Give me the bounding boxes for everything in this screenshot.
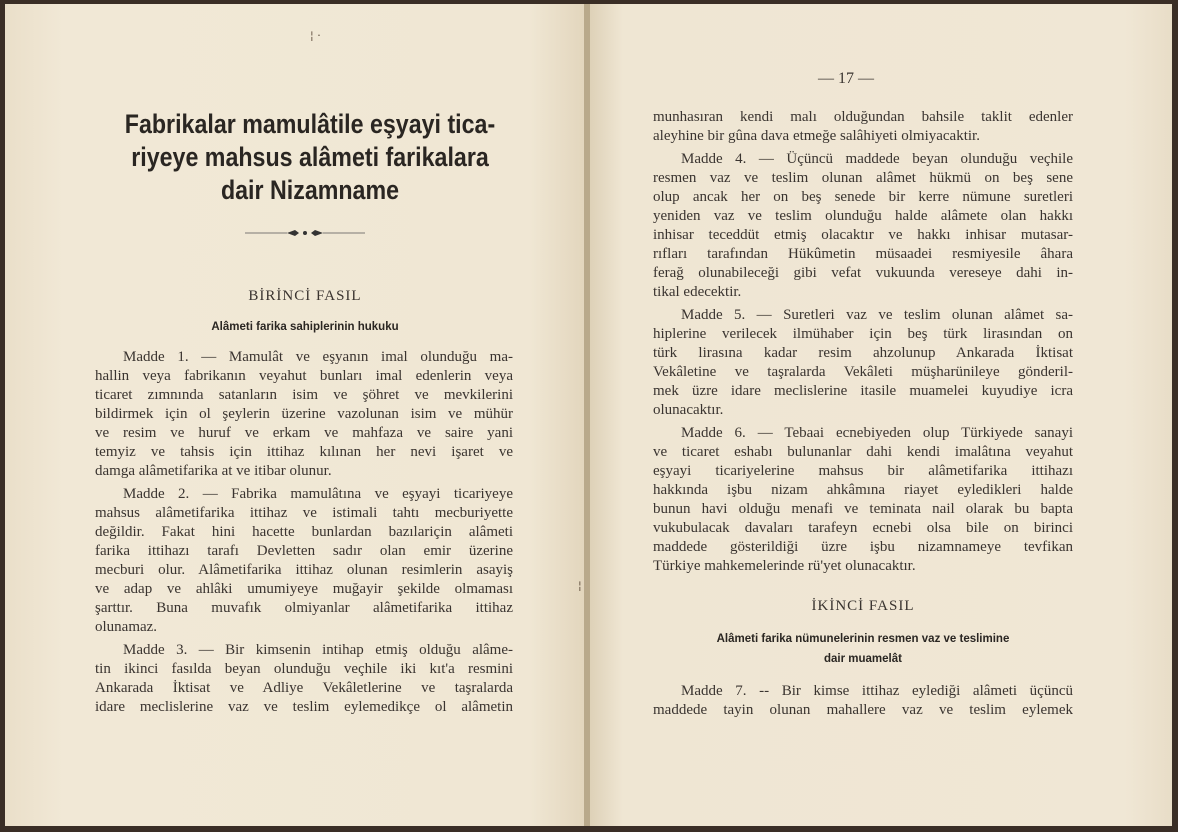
text-line: mahsus alâmetifarika ittihaz ve istimali tahtı mecburiyette <box>95 505 513 521</box>
title-line: riyeye mahsus alâmeti farikalara <box>131 142 489 172</box>
text-line: ve adap ve ahlâki umumiyeye muğayir şekilde olmaması <box>95 581 513 597</box>
title-line: dair Nizamname <box>220 175 400 205</box>
text-line: türk lirasına kadar resim ahzolunup Ankarada İktisat <box>653 345 1073 361</box>
text-line: Türkiye mahkemelerinde rü'yet olunacaktır. <box>653 558 916 574</box>
book-gutter <box>584 4 590 826</box>
text-line: farika ittihazı tarafı Devletten sadır olan emir üzerine <box>95 543 513 559</box>
text-line: idare meclislerine vaz ve teslim eylemedikçe ol alâmetin <box>95 699 513 715</box>
text-line: maddede gösterildiği üzre işbu nizamnameye tevfikan <box>653 539 1073 555</box>
chapter-heading: BİRİNCİ FASIL <box>248 288 362 304</box>
section-heading-line: dair muamelât <box>824 653 902 665</box>
paragraph <box>95 641 513 717</box>
title-line: Fabrikalar mamulâtile eşyayi tica- <box>124 109 496 139</box>
text-line: resmen vaz ve teslim olunan alâmet hükmü on beş sene <box>653 170 1073 186</box>
text-line: inhisar teceddüt etmiş olacaktır ve hakkı inhisar mutasar- <box>653 227 1073 243</box>
text-line: olunamaz. <box>95 619 158 635</box>
page-number: — 17 — <box>818 70 874 87</box>
ornament-divider <box>245 228 365 238</box>
text-line: aleyhine bir gûna dava etmeğe salâhiyeti olmiyacaktir. <box>653 128 980 144</box>
section-heading: Alâmeti farika sahiplerinin hukuku <box>211 321 399 333</box>
text-line: hakkında işbu nizam ahkâmına riayet eyledikleri halde <box>653 482 1073 498</box>
section-heading-line: Alâmeti farika nümunelerinin resmen vaz ve teslimine <box>716 633 1010 645</box>
paragraph <box>653 306 1073 420</box>
text-line: munhasıran kendi malı olduğundan bahsile taklit edenler <box>653 109 1073 125</box>
paragraph <box>653 108 1073 146</box>
text-line: yeniden vaz ve teslim olunduğu halde alâmete olan hakkı <box>653 208 1073 224</box>
text-line: mecburi olur. Alâmetifarika ittihaz olunan resimlerin asayiş <box>95 562 513 578</box>
text-line: olup ancak her on beş senede bir kerre nümune suretleri <box>653 189 1073 205</box>
text-line: Madde 5. — Suretleri vaz ve teslim olunan alâmet sa- <box>681 307 1073 323</box>
text-line: olunacaktır. <box>653 402 724 418</box>
text-line: bildirmek için ol şeylerin üzerine vazolunan isim ve mühür <box>95 406 513 422</box>
text-line: değildir. Fakat hini hacette bunlardan bazılariçin alâmeti <box>95 524 513 540</box>
print-mark: ¦ <box>578 579 582 592</box>
paragraph <box>653 424 1073 576</box>
text-line: ticaret zımnında satanların isim ve şöhret ve mevkilerini <box>95 387 513 403</box>
text-line: Madde 2. — Fabrika mamulâtına ve eşyayi ticariyeye <box>123 486 513 502</box>
text-line: bunun havi olduğu menafi ve teminata nail olarak bu bapta <box>653 501 1073 517</box>
text-line: Madde 3. — Bir kimsenin intihap etmiş olduğu alâme- <box>123 642 513 658</box>
text-line: vukubulacak davaları tarafeyn ecnebi olsa bile on birinci <box>653 520 1073 536</box>
paragraph <box>653 150 1073 302</box>
text-line: Madde 7. -- Bir kimse ittihaz eylediği alâmeti üçüncü <box>681 683 1073 699</box>
text-line: ferağ olunabileceği gibi vefat vukuunda vereseye dahi in- <box>653 265 1073 281</box>
text-line: hiplerine verilecek ilmühaber için beş türk lirasından on <box>653 326 1073 342</box>
text-line: hallin veya fabrikanın veyahut bunları imal edenlerin veya <box>95 368 513 384</box>
text-line: Madde 6. — Tebaai ecnebiyeden olup Türkiyede sanayi <box>681 425 1073 441</box>
text-line: Ankarada İktisat ve Adliye Vekâletlerine ve taşralarda <box>95 680 513 696</box>
text-line: Madde 4. — Üçüncü maddede beyan olunduğu veçhile <box>681 151 1073 167</box>
paragraph <box>653 682 1073 720</box>
text-line: mek üzre idare meclislerine itasile muamelei kuyudiye icra <box>653 383 1073 399</box>
text-line: ve ticaret eshabı bulunanlar dahi kendi imalâtına veyahut <box>653 444 1073 460</box>
text-line: maddede tayin olunan mahallere vaz ve teslim eylemek <box>653 702 1073 718</box>
text-line: tin ikinci fasılda beyan olunduğu veçhile iki kıt'a resmini <box>95 661 513 677</box>
text-line: Vekâletine ve taşralarda Vekâleti müşharünileye gönderil- <box>653 364 1073 380</box>
text-line: damga alâmetifarika at ve itibar olunur. <box>95 463 332 479</box>
paragraph <box>95 348 513 481</box>
document-title <box>104 108 517 207</box>
text-line: Madde 1. — Mamulât ve eşyanın imal olunduğu ma- <box>123 349 513 365</box>
text-line: temyiz ve tahsis için ittihaz kılınan her nevi işaret ve <box>95 444 513 460</box>
right-body-bottom <box>653 682 1073 724</box>
right-body-top <box>653 108 1073 580</box>
text-line: rıfları tarafından Hükûmetin müsaadei resmiyesile âhara <box>653 246 1073 262</box>
text-line: tikal edecektir. <box>653 284 742 300</box>
paragraph <box>95 485 513 637</box>
text-line: eşyayi ticariyelerine mahsus bir alâmetifarika ittihazı <box>653 463 1073 479</box>
text-line: şarttır. Buna muvafık olmiyanlar alâmetifarika ittihaz <box>95 600 513 616</box>
text-line: ve resim ve huruf ve erkam ve mahfaza ve saire yani <box>95 425 513 441</box>
section-heading <box>653 629 1073 669</box>
left-body <box>95 348 513 721</box>
print-mark: ¦ · <box>310 29 321 42</box>
chapter-heading: İKİNCİ FASIL <box>811 598 915 614</box>
